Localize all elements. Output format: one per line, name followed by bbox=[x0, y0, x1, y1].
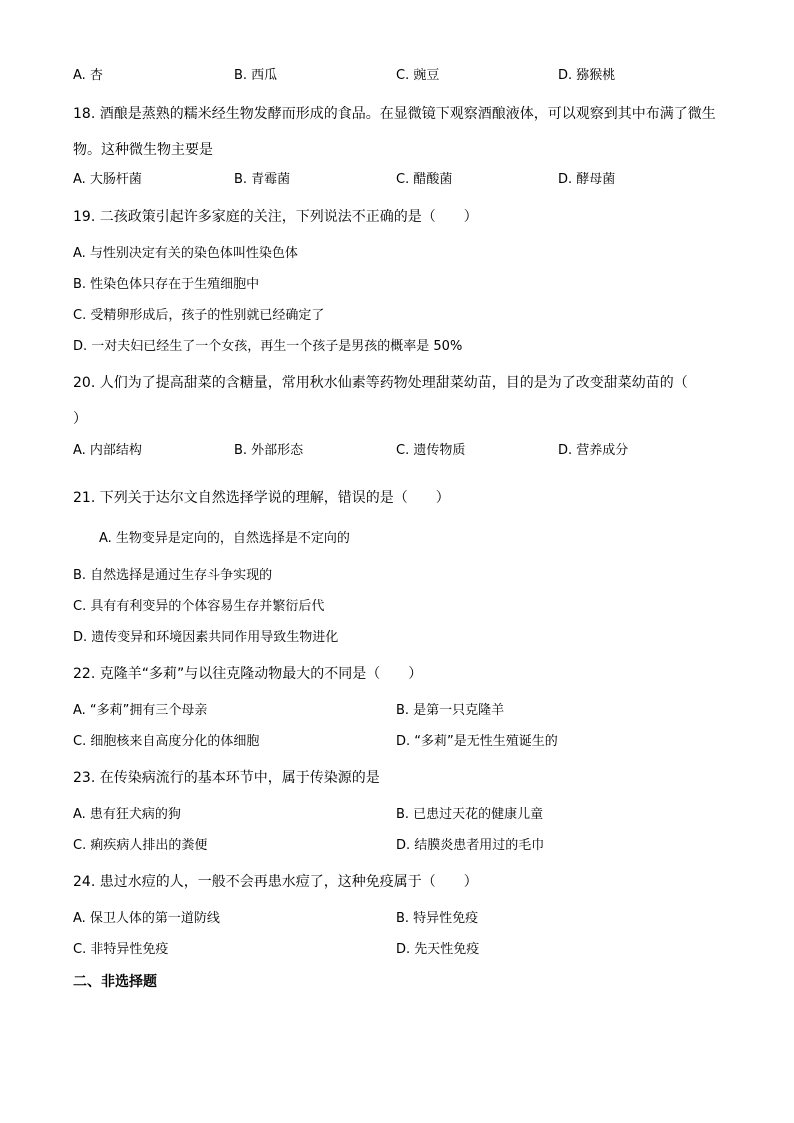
q17-option-b: B. 西瓜 bbox=[234, 68, 278, 83]
q24-option-d: D. 先天性免疫 bbox=[396, 942, 480, 957]
q17-option-c: C. 豌豆 bbox=[396, 68, 440, 83]
q21-option-c: C. 具有有利变异的个体容易生存并繁衍后代 bbox=[73, 599, 325, 614]
q18-option-d: D. 酵母菌 bbox=[558, 172, 616, 187]
q21-stem: 21. 下列关于达尔文自然选择学说的理解，错误的是（ ） bbox=[73, 490, 450, 506]
q24-option-a: A. 保卫人体的第一道防线 bbox=[73, 911, 220, 926]
q23-option-c: C. 痢疾病人排出的粪便 bbox=[73, 838, 208, 853]
q21-option-d: D. 遗传变异和环境因素共同作用导致生物进化 bbox=[73, 630, 339, 645]
q22-option-c: C. 细胞核来自高度分化的体细胞 bbox=[73, 734, 260, 749]
q20-option-c: C. 遗传物质 bbox=[396, 443, 466, 458]
q22-option-b: B. 是第一只克隆羊 bbox=[396, 703, 505, 718]
q19-stem: 19. 二孩政策引起许多家庭的关注，下列说法不正确的是（ ） bbox=[73, 209, 478, 225]
q20-option-d: D. 营养成分 bbox=[558, 443, 629, 458]
q19-option-d: D. 一对夫妇已经生了一个女孩，再生一个孩子是男孩的概率是 50% bbox=[73, 339, 463, 354]
q18-option-b: B. 青霉菌 bbox=[234, 172, 291, 187]
q23-stem: 23. 在传染病流行的基本环节中，属于传染源的是 bbox=[73, 770, 380, 786]
q24-option-b: B. 特异性免疫 bbox=[396, 911, 479, 926]
q20-stem-line1: 20. 人们为了提高甜菜的含糖量，常用秋水仙素等药物处理甜菜幼苗，目的是为了改变甜菜幼苗的（ bbox=[73, 375, 688, 391]
q23-option-a: A. 患有狂犬病的狗 bbox=[73, 807, 181, 822]
q18-option-c: C. 醋酸菌 bbox=[396, 172, 453, 187]
q22-stem: 22. 克隆羊“多莉”与以往克隆动物最大的不同是（ ） bbox=[73, 666, 423, 682]
q22-option-d: D. “多莉”是无性生殖诞生的 bbox=[396, 734, 558, 749]
q18-option-a: A. 大肠杆菌 bbox=[73, 172, 142, 187]
q21-option-b: B. 自然选择是通过生存斗争实现的 bbox=[73, 568, 273, 583]
q20-stem-line2: ） bbox=[73, 411, 87, 427]
section-title: 二、非选择题 bbox=[73, 974, 157, 990]
q23-option-b: B. 已患过天花的健康儿童 bbox=[396, 807, 544, 822]
q18-stem-line1: 18. 酒酿是蒸熟的糯米经生物发酵而形成的食品。在显微镜下观察酒酿液体，可以观察到其中布满了微生 bbox=[73, 106, 716, 122]
q19-option-c: C. 受精卵形成后，孩子的性别就已经确定了 bbox=[73, 308, 325, 323]
q21-option-a: A. 生物变异是定向的，自然选择是不定向的 bbox=[99, 531, 350, 546]
q18-stem-line2: 物。这种微生物主要是 bbox=[73, 142, 213, 158]
q20-option-a: A. 内部结构 bbox=[73, 443, 142, 458]
q17-option-d: D. 猕猴桃 bbox=[558, 68, 616, 83]
q23-option-d: D. 结膜炎患者用过的毛巾 bbox=[396, 838, 545, 853]
q22-option-a: A. “多莉”拥有三个母亲 bbox=[73, 703, 208, 718]
q19-option-b: B. 性染色体只存在于生殖细胞中 bbox=[73, 277, 260, 292]
q24-stem: 24. 患过水痘的人，一般不会再患水痘了，这种免疫属于（ ） bbox=[73, 874, 478, 890]
q24-option-c: C. 非特异性免疫 bbox=[73, 942, 169, 957]
q20-option-b: B. 外部形态 bbox=[234, 443, 304, 458]
q19-option-a: A. 与性别决定有关的染色体叫性染色体 bbox=[73, 246, 298, 261]
q17-option-a: A. 杏 bbox=[73, 68, 103, 83]
